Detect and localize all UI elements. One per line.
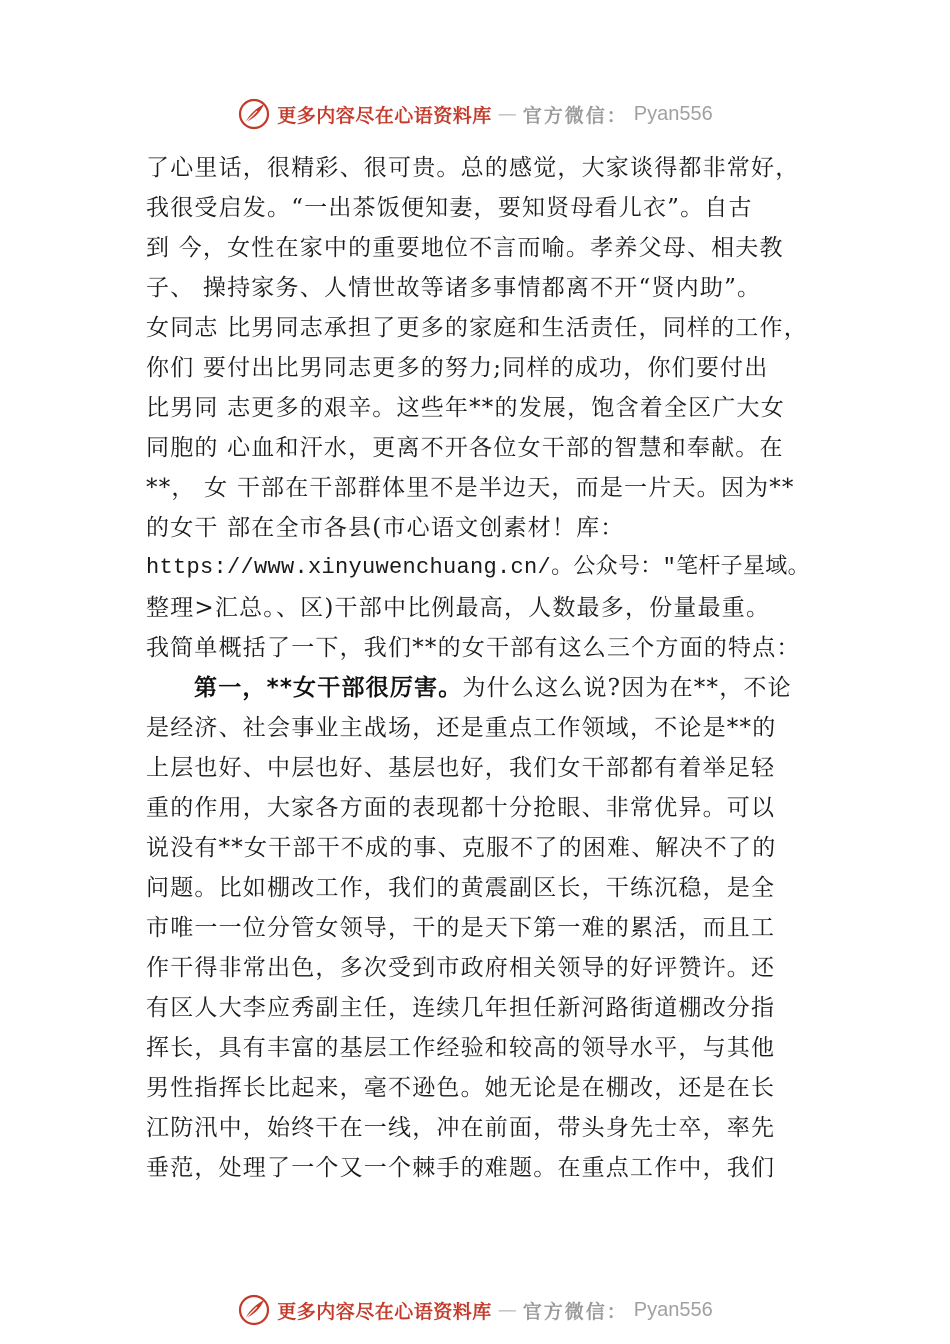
text-line: 是经济、社会事业主战场，还是重点工作领域，不论是**的 (146, 715, 777, 741)
banner-title: 更多内容尽在心语资料库 (277, 104, 492, 127)
text-line: 市唯一一位分管女领导，干的是天下第一难的累活，而且工 (146, 915, 776, 941)
footer-banner (0, 1290, 950, 1330)
header-banner (0, 94, 950, 134)
text-line: 挥长，具有丰富的基层工作经验和较高的领导水平，与其他 (146, 1035, 776, 1061)
document-body (146, 148, 836, 1188)
text-line: 垂范，处理了一个又一个棘手的难题。在重点工作中，我们 (146, 1155, 776, 1181)
text-line: 问题。比如棚改工作，我们的黄震副区长，干练沉稳，是全 (146, 875, 776, 901)
text-line: 上层也好、中层也好、基层也好，我们女干部都有着举足轻 (146, 755, 776, 781)
banner-group (237, 97, 713, 131)
text-line: 我简单概括了一下，我们**的女干部有这么三个方面的特点： (146, 635, 801, 661)
banner-wechat-id: Pyan556 (633, 1298, 713, 1321)
text-line: 子、 操持家务、人情世故等诸多事情都离不开“贤内助”。 (146, 275, 762, 301)
text-line: **， 女 干部在干部群体里不是半边天，而是一片天。因为** (146, 475, 795, 501)
text-line: 有区人大李应秀副主任，连续几年担任新河路街道棚改分指 (146, 995, 776, 1021)
text-line: 同胞的 心血和汗水，更离不开各位女干部的智慧和奉献。在 (146, 435, 784, 461)
banner-wechat-label: 官方微信： (522, 1300, 628, 1323)
text-line: 作干得非常出色，多次受到市政府相关领导的好评赞许。还 (146, 955, 776, 981)
banner-wechat-label: 官方微信： (522, 104, 628, 127)
text-line: 我很受启发。“一出茶饭便知妻，要知贤母看儿衣”。自古 (146, 195, 753, 221)
text-line: 江防汛中，始终干在一线，冲在前面，带头身先士卒，率先 (146, 1115, 776, 1141)
point-heading: 第一，**女干部很厉害。 (194, 675, 463, 701)
text-line: 说没有**女干部干不成的事、克服不了的困难、解决不了的 (146, 835, 777, 861)
banner-title: 更多内容尽在心语资料库 (277, 1300, 492, 1323)
text-line: 到 今，女性在家中的重要地位不言而喻。孝养父母、相夫教 (146, 235, 784, 261)
text-line: 男性指挥长比起来，毫不逊色。她无论是在棚改，还是在长 (146, 1075, 776, 1101)
text-line: 整理>汇总。、区)干部中比例最高，人数最多，份量最重。 (146, 595, 771, 621)
banner-dash: — (497, 1299, 517, 1321)
text-line: 女同志 比男同志承担了更多的家庭和生活责任，同样的工作， (146, 315, 808, 341)
feather-pen-logo-icon (237, 97, 271, 131)
text-line: 重的作用，大家各方面的表现都十分抢眼、非常优异。可以 (146, 795, 776, 821)
text-line-url: https://www.xinyuwenchuang.cn/。公众号："笔杆子星域。 (146, 555, 810, 580)
point-first-line (146, 668, 836, 708)
text-line: 的女干 部在全市各县(市心语文创素材！库： (146, 515, 625, 541)
feather-pen-logo-icon (237, 1293, 271, 1327)
banner-dash: — (497, 103, 517, 125)
text-line: 了心里话，很精彩、很可贵。总的感觉，大家谈得都非常好， (146, 155, 800, 181)
point-heading-rest: 为什么这么说?因为在**，不论 (462, 675, 792, 701)
banner-group (237, 1293, 713, 1327)
banner-wechat-id: Pyan556 (633, 102, 713, 125)
text-line: 比男同 志更多的艰辛。这些年**的发展，饱含着全区广大女 (146, 395, 785, 421)
text-line: 你们 要付出比男同志更多的努力;同样的成功，你们要付出 (146, 355, 769, 381)
